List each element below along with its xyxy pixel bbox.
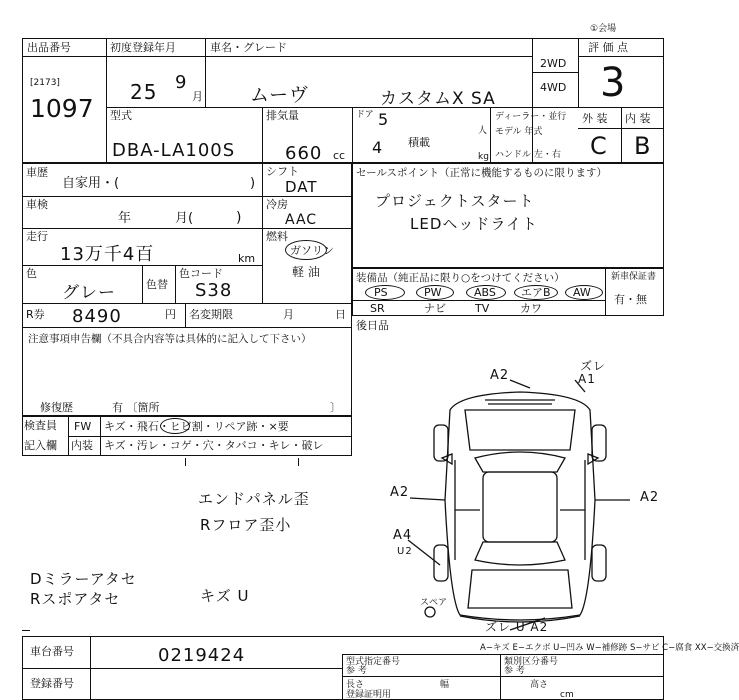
chip-circle [160, 418, 190, 434]
repair-value: 有 〔箇所 [112, 401, 160, 414]
equip-sr: SR [370, 302, 385, 315]
sales-line2: LEDヘッドライト [410, 215, 538, 233]
damage-u2-left: U2 [397, 546, 413, 557]
seats-value: 4 [372, 138, 384, 157]
equip-tv: TV [475, 302, 490, 315]
top-right-mark: ①会場 [590, 24, 617, 34]
repair-label: 修復歴 [40, 401, 73, 414]
2wd: 2WD [540, 57, 567, 70]
aircon-value: AAC [285, 212, 318, 228]
first-reg-year: 25 [130, 80, 158, 104]
shift-label: シフト [266, 165, 299, 178]
first-reg-month: 9 [175, 72, 188, 93]
car-name: ムーヴ [250, 84, 310, 106]
equip-leather: カワ [520, 302, 542, 315]
usage-label: 車歴 [26, 166, 48, 179]
usage-value: 自家用・( [62, 176, 120, 191]
load-label: 積載 [408, 136, 430, 149]
model-year-label: モデル 年式 [495, 127, 543, 137]
fuel-value: ガソリン [290, 244, 334, 257]
lot-label: 出品番号 [27, 41, 71, 54]
damage-legend: A−キズ E−エクボ U−凹み W−補修跡 S−サビ C−腐食 XX−交換済 [480, 643, 739, 653]
warranty-label: 新車保証書 [611, 272, 657, 282]
inspection-year: 年 [118, 211, 132, 226]
first-reg-label: 初度登録年月 [110, 41, 176, 54]
shift-value: DAT [285, 178, 318, 196]
equipment-label: 装備品（純正品に限り○をつけてください） [356, 272, 565, 284]
fw-label: FW [74, 420, 92, 433]
reg-cert-label: 登録証明用 [346, 690, 392, 700]
color-code-value: S38 [195, 280, 233, 301]
model-value: DBA-LA100S [112, 140, 236, 161]
inspector-label2: 記入欄 [24, 439, 57, 452]
inspection-label: 車検 [26, 198, 48, 211]
handle-label: ハンドル 左・右 [495, 150, 561, 160]
recycle-value: 8490 [72, 306, 122, 327]
inspection-month: 月( [175, 211, 194, 226]
spare-label: スペア [420, 598, 448, 608]
warranty-value: 有・無 [614, 293, 647, 306]
car-diagram [380, 380, 660, 630]
recycle-label: R券 [26, 308, 45, 321]
lot-code: [2173] [30, 78, 60, 88]
yen-unit: 円 [165, 308, 176, 321]
equip-aw: AW [573, 286, 591, 299]
aircon-label: 冷房 [266, 198, 288, 211]
after-label: 後日品 [356, 319, 389, 332]
width-label: 幅 [440, 680, 450, 690]
4wd: 4WD [540, 81, 567, 94]
car-grade: カスタムX SA [380, 89, 496, 109]
interior-check-text: キズ・汚レ・コゲ・穴・タバコ・キレ・破レ [104, 439, 324, 452]
model-spec-ref: 参 考 [346, 666, 367, 676]
inspector-label1: 検査員 [24, 419, 57, 432]
displacement-label: 排気量 [266, 109, 299, 122]
mileage-value: 13万千4百 [60, 244, 155, 265]
chassis-value: 0219424 [158, 645, 246, 666]
equip-abs: ABS [474, 286, 496, 299]
equip-navi: ナビ [424, 302, 446, 315]
damage-a2-left: A2 [390, 485, 410, 500]
note-r-spoiler: Rスポアタセ [30, 590, 121, 608]
length-label: 長さ [346, 680, 365, 690]
cc-unit: cc [333, 149, 346, 162]
repair-end: 〕 [330, 401, 341, 414]
damage-a4-left: A4 [393, 528, 413, 543]
sales-line1: プロジェクトスタート [375, 192, 535, 210]
mileage-label: 走行 [26, 230, 48, 243]
exterior-label: 外 装 [582, 112, 608, 125]
car-name-label: 車名・グレード [210, 41, 287, 54]
model-spec-label: 型式指定番号 [346, 657, 401, 667]
notes-label: 注意事項申告欄（不具合内容等は具体的に記入して下さい） [28, 333, 312, 345]
door-label: ドア [356, 110, 374, 120]
note-end-panel: エンドパネル歪 [198, 490, 310, 508]
note-r-floor: Rフロア歪小 [200, 516, 292, 534]
exterior-value: C [590, 132, 608, 160]
sales-label: セールスポイント（正常に機能するものに限ります） [356, 167, 608, 179]
color-label: 色 [26, 267, 37, 280]
reg-label: 登録番号 [30, 677, 74, 690]
interior-value: B [634, 132, 652, 160]
damage-a1-top: A1 [578, 372, 596, 386]
class-ref: 参 考 [504, 666, 525, 676]
color-change-label: 色替 [146, 278, 168, 291]
name-change-day: 日 [335, 308, 346, 321]
name-change-label: 名変期限 [189, 308, 233, 321]
door-value: 5 [378, 110, 390, 129]
color-code-label: 色コード [179, 267, 223, 280]
mileage-unit: km [238, 252, 256, 265]
height-label: 高さ [530, 680, 549, 690]
chassis-label: 車台番号 [30, 645, 74, 658]
class-label: 類別区分番号 [504, 657, 559, 667]
cm-unit: cm [560, 690, 574, 700]
note-d-mirror: Dミラーアタセ [30, 570, 137, 588]
equip-pw: PW [424, 286, 442, 299]
dealer-label: ディーラー・並行 [495, 112, 567, 122]
damage-zure-top: ズレ [580, 359, 607, 373]
color-value: グレー [62, 283, 116, 303]
equip-airb: エアB [521, 286, 551, 299]
model-label: 型式 [110, 109, 132, 122]
fw-text: キズ・飛石・ヒビ割・リペア跡・×要 [104, 420, 289, 433]
grade-score-label: 評 価 点 [588, 41, 628, 54]
fuel-alt: 軽 油 [292, 265, 320, 279]
damage-zure-bottom: ズレ U A2 [485, 620, 549, 634]
displacement-value: 660 [285, 143, 323, 164]
grade-score: 3 [600, 60, 627, 106]
interior-check-label: 内装 [71, 439, 93, 452]
person-unit: 人 [478, 126, 488, 136]
fuel-label: 燃料 [266, 230, 288, 243]
fuel-circle [285, 240, 327, 260]
name-change-month: 月 [283, 308, 294, 321]
usage-close: ) [250, 176, 256, 191]
note-scratch: キズ U [200, 587, 250, 605]
kg-unit: kg [478, 152, 489, 162]
equip-ps: PS [374, 286, 388, 299]
lot-number: 1097 [30, 94, 94, 123]
month-unit: 月 [192, 90, 203, 103]
damage-a2-top: A2 [490, 368, 510, 383]
damage-a2-right: A2 [640, 490, 660, 505]
interior-label: 内 装 [625, 112, 651, 125]
inspection-end: ) [236, 210, 243, 226]
